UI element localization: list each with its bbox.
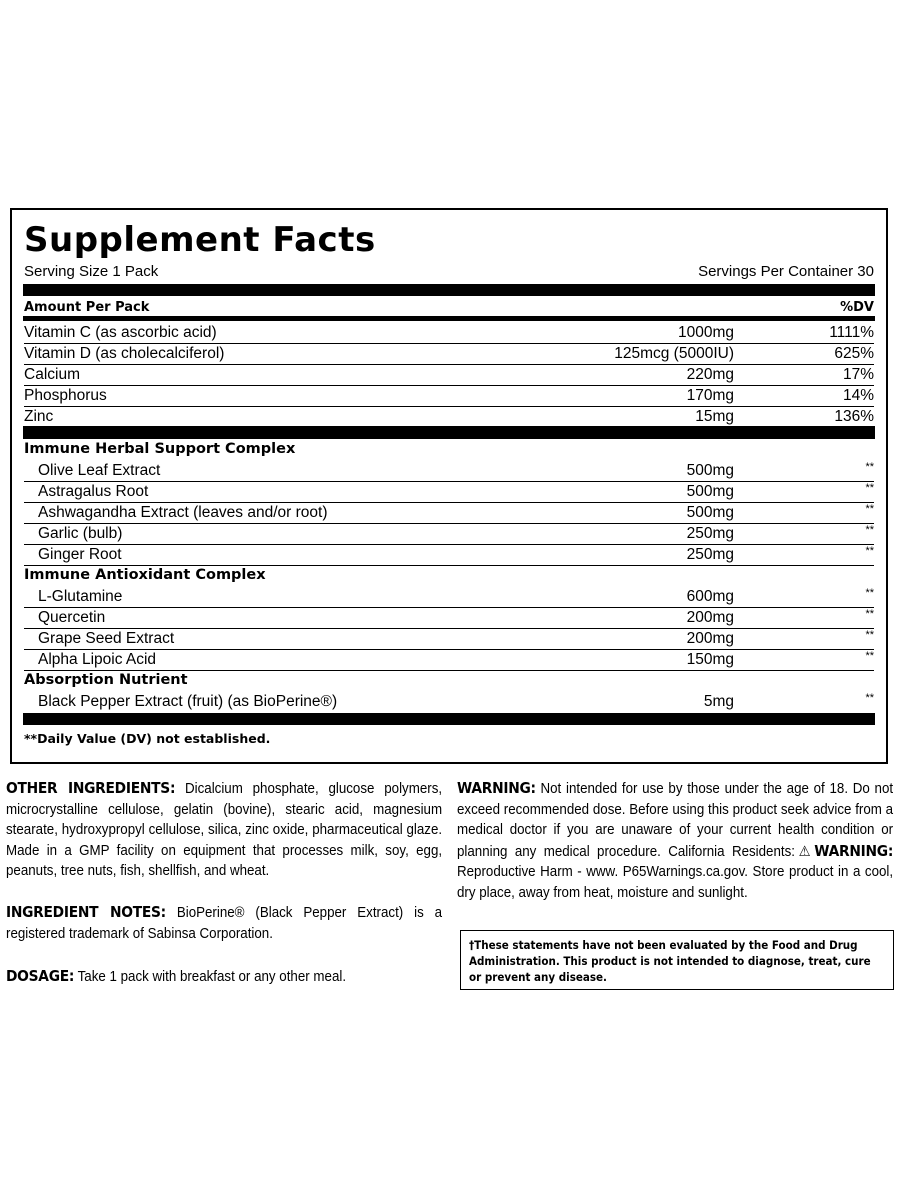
other-ingredients — [6, 778, 442, 882]
serving-size: Serving Size 1 Pack — [24, 263, 159, 280]
nutrient-row — [24, 406, 874, 427]
nutrient-amount: 500mg — [686, 483, 734, 500]
nutrient-dv: 625% — [834, 345, 874, 362]
nutrient-name: L-Glutamine — [38, 588, 123, 605]
nutrient-name: Black Pepper Extract (fruit) (as BioPerine®) — [38, 693, 338, 710]
section-heading: Immune Antioxidant Complex — [24, 567, 266, 583]
nutrient-name: Olive Leaf Extract — [38, 462, 161, 479]
nutrient-row — [24, 322, 874, 344]
thick-divider — [23, 426, 875, 439]
nutrient-row — [24, 691, 874, 712]
dv-footnote: **Daily Value (DV) not established. — [24, 731, 271, 746]
nutrient-name: Grape Seed Extract — [38, 630, 175, 647]
nutrient-name: Astragalus Root — [38, 483, 149, 500]
nutrient-dv: 1111% — [829, 324, 874, 341]
nutrient-row — [24, 586, 874, 608]
other-ingredients-text: Dicalcium phosphate, glucose polymers, microcrystalline cellulose, gelatin (bovine), stearic acid, magnesium stearate, hydroxypropyl cellulose, silica, zinc oxide, pharmaceutical glaze. Made in a GMP facility on equipment that processes milk, soy, egg, peanuts, tree nuts, fish, shellfish, and wheat. — [6, 781, 443, 879]
nutrient-name: Quercetin — [38, 609, 106, 626]
nutrient-row — [24, 364, 874, 386]
thick-divider — [23, 713, 875, 725]
nutrient-amount: 1000mg — [677, 324, 734, 341]
nutrient-row — [24, 544, 874, 566]
nutrient-row — [24, 523, 874, 545]
section-heading: Immune Herbal Support Complex — [24, 441, 296, 457]
nutrient-amount: 125mcg (5000IU) — [614, 345, 734, 362]
fda-disclaimer-box — [460, 930, 894, 990]
nutrient-dv: 17% — [842, 366, 874, 383]
warning-text: Not intended for use by those under the age of 18. Do not exceed recommended dose. Before using this product seek advice from a medical doctor if you are unaware of your current health condition or planning any medical procedure. California Residents: — [457, 781, 894, 860]
nutrient-name: Alpha Lipoic Acid — [38, 651, 157, 668]
nutrient-name: Ginger Root — [38, 546, 122, 563]
dosage-text: Take 1 pack with breakfast or any other meal. — [74, 969, 347, 985]
nutrient-row — [24, 502, 874, 524]
thick-divider — [23, 284, 875, 296]
nutrient-name: Ashwagandha Extract (leaves and/or root) — [38, 504, 328, 521]
warning-label: WARNING: — [457, 779, 536, 797]
nutrient-amount: 200mg — [686, 630, 734, 647]
nutrient-dv: ** — [865, 503, 874, 515]
nutrient-amount: 220mg — [686, 366, 734, 383]
left-text-column — [6, 778, 443, 985]
nutrient-amount: 15mg — [695, 408, 734, 425]
nutrient-dv: 14% — [842, 387, 874, 404]
nutrient-name: Phosphorus — [24, 387, 107, 404]
amount-header-row — [24, 299, 874, 316]
section-heading: Absorption Nutrient — [24, 672, 188, 688]
nutrient-amount: 500mg — [686, 504, 734, 521]
nutrient-name: Vitamin C (as ascorbic acid) — [24, 324, 217, 341]
nutrient-dv: ** — [865, 608, 874, 620]
dosage — [6, 966, 442, 988]
amount-per-pack-header: Amount Per Pack — [24, 300, 150, 315]
nutrient-dv: ** — [865, 482, 874, 494]
ingredient-notes — [6, 902, 442, 944]
serving-info — [24, 263, 874, 281]
nutrient-dv: ** — [865, 587, 874, 599]
nutrient-row — [24, 607, 874, 629]
warning-triangle-icon: ⚠ — [794, 843, 815, 860]
nutrient-dv: ** — [865, 650, 874, 662]
nutrient-dv: ** — [865, 524, 874, 536]
right-text-column — [457, 778, 893, 903]
nutrient-amount: 500mg — [686, 462, 734, 479]
servings-per-container: Servings Per Container 30 — [698, 263, 874, 280]
nutrient-dv: ** — [865, 629, 874, 641]
nutrient-row — [24, 460, 874, 482]
warning-label-2: WARNING: — [814, 841, 894, 860]
fda-disclaimer-text: †These statements have not been evaluated by the Food and Drug Administration. This product is not intended to diagnose, treat, cure or prevent any disease. — [469, 938, 871, 984]
nutrient-amount: 600mg — [686, 588, 734, 605]
ingredient-notes-text: BioPerine® (Black Pepper Extract) is a registered trademark of Sabinsa Corporation. — [6, 905, 443, 942]
nutrient-amount: 250mg — [686, 525, 734, 542]
nutrient-name: Garlic (bulb) — [38, 525, 123, 542]
nutrient-amount: 150mg — [686, 651, 734, 668]
dv-header: %DV — [840, 300, 874, 315]
nutrient-dv: 136% — [834, 408, 874, 425]
nutrient-amount: 5mg — [703, 693, 734, 710]
nutrient-row — [24, 649, 874, 671]
nutrient-row — [24, 481, 874, 503]
nutrient-row — [24, 343, 874, 365]
warning — [457, 778, 893, 903]
nutrient-amount: 250mg — [686, 546, 734, 563]
nutrient-row — [24, 385, 874, 407]
nutrient-dv: ** — [865, 461, 874, 473]
nutrient-name: Calcium — [24, 366, 80, 383]
ingredient-notes-label: INGREDIENT NOTES: — [6, 903, 166, 921]
nutrient-name: Zinc — [24, 408, 54, 425]
other-ingredients-label: OTHER INGREDIENTS: — [6, 779, 176, 797]
dosage-label: DOSAGE: — [6, 967, 75, 985]
nutrient-dv: ** — [865, 545, 874, 557]
nutrient-name: Vitamin D (as cholecalciferol) — [24, 345, 225, 362]
nutrient-amount: 200mg — [686, 609, 734, 626]
nutrient-row — [24, 628, 874, 650]
medium-divider — [23, 316, 875, 321]
nutrient-dv: ** — [865, 692, 874, 704]
supplement-facts-panel — [10, 208, 888, 764]
warning-text-2: Reproductive Harm - www. P65Warnings.ca.gov. Store product in a cool, dry place, away from heat, moisture and sunlight. — [457, 864, 894, 901]
nutrient-amount: 170mg — [686, 387, 734, 404]
facts-title: Supplement Facts — [24, 220, 376, 260]
